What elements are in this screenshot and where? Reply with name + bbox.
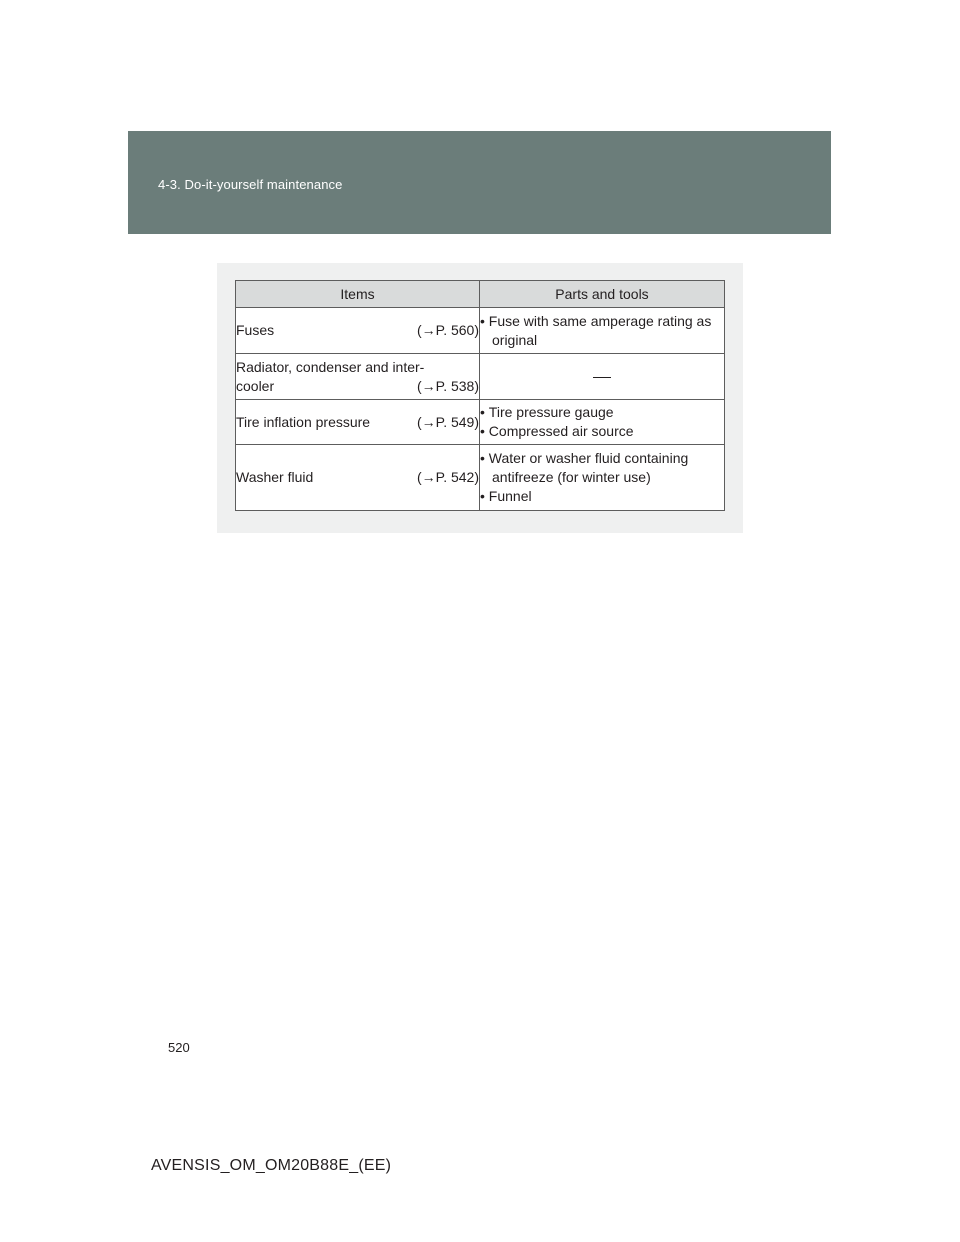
section-header-band bbox=[128, 131, 831, 234]
page-reference: (→P. 542) bbox=[417, 469, 479, 485]
parts-cell bbox=[480, 308, 725, 354]
no-parts-dash bbox=[593, 377, 611, 378]
parts-cell bbox=[480, 445, 725, 511]
table-row bbox=[236, 400, 725, 445]
parts-cell bbox=[480, 400, 725, 445]
table-row bbox=[236, 354, 725, 400]
item-cell bbox=[236, 445, 480, 511]
parts-list-item: • Funnel bbox=[480, 487, 724, 506]
item-cell bbox=[236, 308, 480, 354]
maintenance-table bbox=[235, 280, 725, 511]
page-reference: (→P. 538) bbox=[417, 377, 479, 394]
item-name-continued: cooler bbox=[236, 377, 275, 394]
parts-list-item: • Fuse with same amperage rating as original bbox=[480, 312, 724, 350]
table-row bbox=[236, 445, 725, 511]
item-name: Tire inflation pressure bbox=[236, 413, 371, 430]
page-reference: (→P. 549) bbox=[417, 413, 479, 430]
page-reference: (→P. 560) bbox=[417, 322, 479, 338]
parts-list-item: • Water or washer fluid containing antifreeze (for winter use) bbox=[480, 449, 724, 487]
table-row bbox=[236, 308, 725, 354]
item-cell bbox=[236, 400, 480, 445]
page-number: 520 bbox=[168, 1040, 190, 1055]
document-code: AVENSIS_OM_OM20B88E_(EE) bbox=[151, 1157, 392, 1174]
item-cell bbox=[236, 354, 480, 400]
section-title: 4-3. Do-it-yourself maintenance bbox=[158, 177, 343, 192]
parts-cell bbox=[480, 354, 725, 400]
table-header-row bbox=[236, 281, 725, 308]
item-name: Washer fluid bbox=[236, 469, 314, 485]
column-header-items: Items bbox=[236, 281, 480, 308]
parts-list-item: • Compressed air source bbox=[480, 422, 724, 441]
parts-list-item: • Tire pressure gauge bbox=[480, 403, 724, 422]
item-name: Radiator, condenser and inter- bbox=[236, 358, 425, 375]
maintenance-table-panel bbox=[217, 263, 743, 533]
column-header-parts: Parts and tools bbox=[480, 281, 725, 308]
item-name: Fuses bbox=[236, 322, 275, 338]
